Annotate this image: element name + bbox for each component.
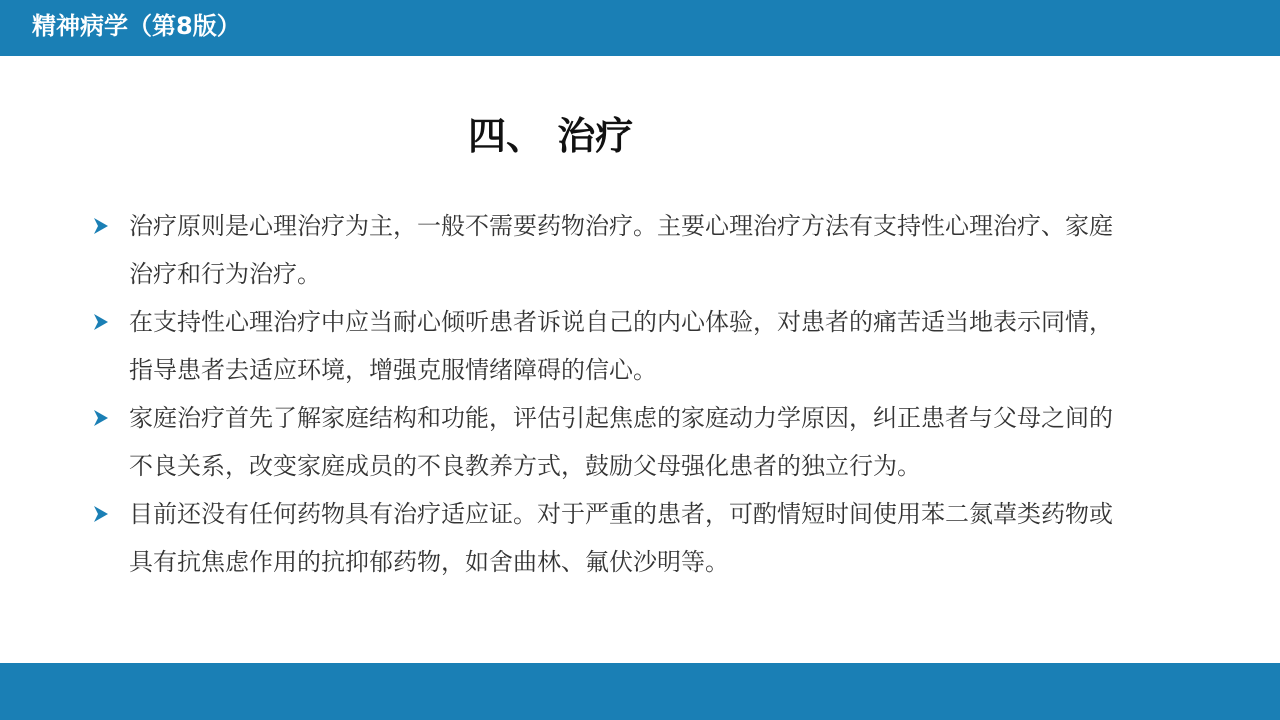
bullet-text: 家庭治疗首先了解家庭结构和功能，评估引起焦虑的家庭动力学原因，纠正患者与父母之间的不良关系，改变家庭成员的不良教养方式，鼓励父母强化患者的独立行为。	[129, 404, 1113, 480]
bullet-item	[90, 298, 1120, 394]
bullet-item	[90, 490, 1120, 586]
bullet-text: 治疗原则是心理治疗为主，一般不需要药物治疗。主要心理治疗方法有支持性心理治疗、家庭治疗和行为治疗。	[129, 212, 1113, 288]
slide-title: 四、 治疗	[468, 114, 634, 158]
arrow-bullet-icon	[90, 202, 112, 250]
footer-bar	[0, 663, 1280, 720]
header-title: 精神病学（第8版）	[32, 12, 241, 40]
bullet-text: 在支持性心理治疗中应当耐心倾听患者诉说自己的内心体验，对患者的痛苦适当地表示同情，指导患者去适应环境，增强克服情绪障碍的信心。	[129, 308, 1113, 384]
arrow-bullet-icon	[90, 490, 112, 538]
arrow-bullet-icon	[90, 298, 112, 346]
bullet-list	[90, 202, 1120, 586]
arrow-bullet-icon	[90, 394, 112, 442]
bullet-text: 目前还没有任何药物具有治疗适应证。对于严重的患者，可酌情短时间使用苯二氮䓬类药物或具有抗焦虑作用的抗抑郁药物，如舍曲林、氟伏沙明等。	[129, 500, 1113, 576]
header-bar	[0, 0, 1280, 56]
bullet-item	[90, 202, 1120, 298]
bullet-item	[90, 394, 1120, 490]
